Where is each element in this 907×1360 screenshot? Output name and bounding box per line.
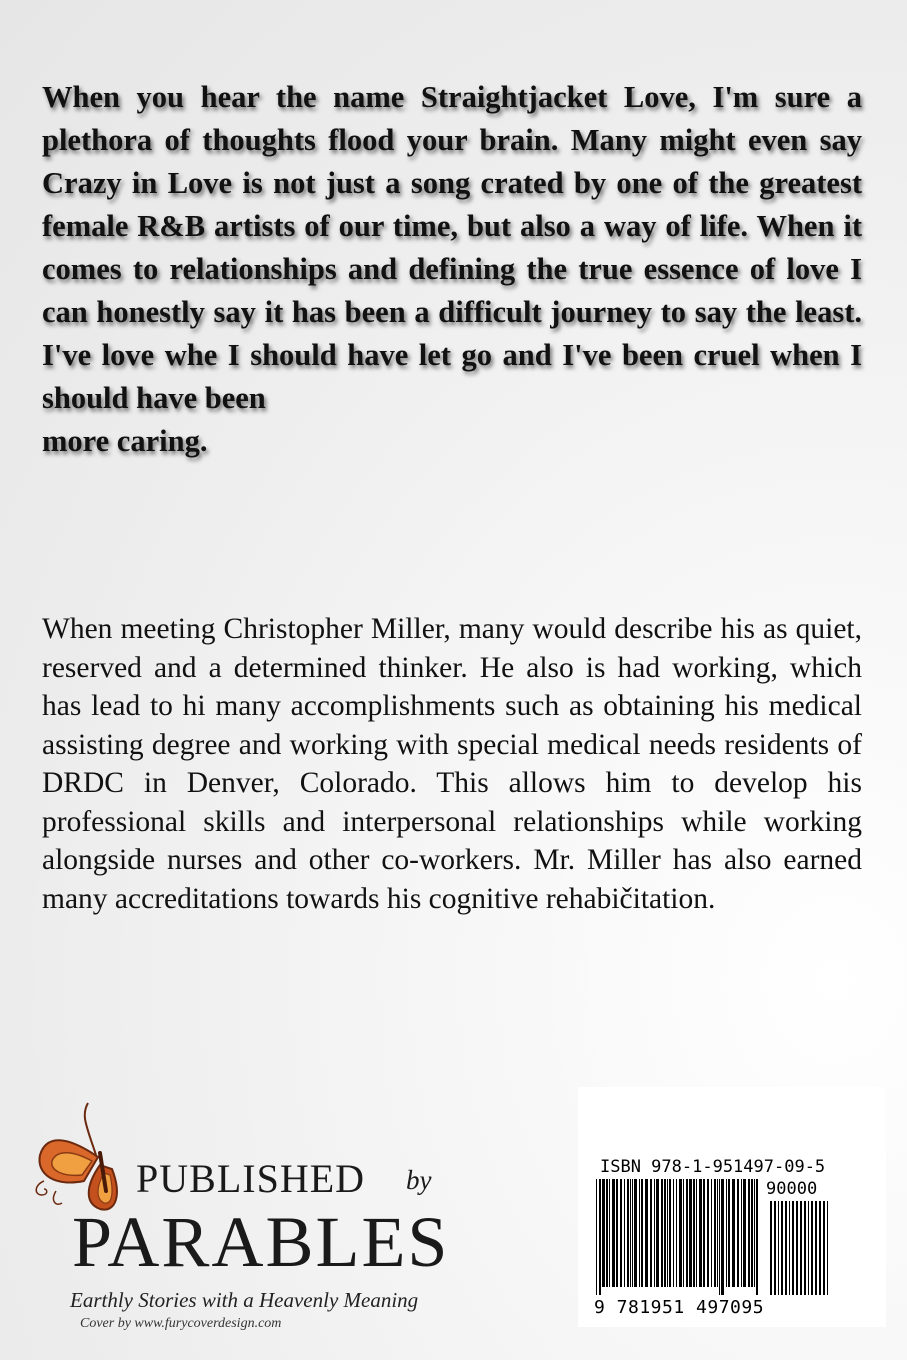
barcode-bar xyxy=(756,1179,758,1295)
barcode-bar xyxy=(721,1179,724,1295)
barcode-bar xyxy=(596,1179,597,1295)
barcode-bar xyxy=(732,1179,735,1287)
barcode-addon-bar xyxy=(823,1201,825,1295)
barcode-bar xyxy=(711,1179,712,1287)
barcode-addon-bar xyxy=(815,1201,817,1295)
barcode-addon-bar xyxy=(789,1201,790,1295)
barcode-bar xyxy=(696,1179,697,1287)
barcode-addon-bar xyxy=(804,1201,806,1295)
barcode-bar xyxy=(620,1179,622,1287)
barcode-addon-bar xyxy=(770,1201,772,1295)
barcode-addon-bar xyxy=(796,1201,798,1295)
back-cover-blurb xyxy=(42,76,862,463)
barcode-addon-bar xyxy=(800,1201,802,1295)
barcode-bar xyxy=(699,1179,702,1287)
barcode-bar xyxy=(707,1179,709,1287)
barcode-addon-bar xyxy=(819,1201,821,1295)
barcode-bar xyxy=(632,1179,633,1287)
barcode-bar xyxy=(630,1179,631,1287)
barcode-bar xyxy=(602,1179,605,1287)
barcode-bar xyxy=(741,1179,742,1287)
barcode-addon-bar xyxy=(811,1201,813,1295)
barcode-addon-bar xyxy=(781,1201,783,1295)
barcode-bar xyxy=(641,1179,643,1287)
cover-design-credit: Cover by www.furycoverdesign.com xyxy=(80,1316,282,1331)
barcode-addon-bar xyxy=(785,1201,787,1295)
barcode-bar xyxy=(654,1179,655,1287)
isbn-label: ISBN 978-1-951497-09-5 xyxy=(600,1157,826,1177)
barcode-bar xyxy=(714,1179,716,1287)
barcode-bar xyxy=(683,1179,684,1287)
barcode-bars xyxy=(594,1179,834,1297)
publisher-published-word: PUBLISHED xyxy=(136,1156,366,1201)
barcode-bar xyxy=(624,1179,625,1287)
barcode-addon-bar xyxy=(827,1201,828,1295)
barcode-bar xyxy=(609,1179,610,1287)
barcode-bar xyxy=(599,1179,601,1295)
barcode-bar xyxy=(686,1179,688,1287)
barcode-bar xyxy=(639,1179,640,1287)
barcode-bar xyxy=(616,1179,618,1287)
barcode-bar xyxy=(737,1179,739,1287)
isbn-barcode-panel xyxy=(578,1087,886,1327)
barcode-addon-bar xyxy=(792,1201,794,1295)
barcode-bar xyxy=(693,1179,695,1287)
blurb-paragraph: When you hear the name Straightjacket Love, I'm sure a plethora of thoughts flood your brain. Many might even say Crazy in Love is not just a song crated by one of the greatest female R&B artists of our time, but also a way of life. When it comes to relationships and defining the true essence of love I can honestly say it has been a difficult journey to say the least. I've love whe I should have let go and I've been cruel when I should have been xyxy=(42,80,862,415)
barcode-bar xyxy=(754,1179,755,1287)
barcode-bar xyxy=(728,1179,730,1287)
publisher-logo xyxy=(26,1095,476,1335)
barcode-bar xyxy=(726,1179,727,1287)
barcode-addon-bar xyxy=(808,1201,809,1295)
publisher-name: PARABLES xyxy=(72,1202,450,1282)
barcode-bar xyxy=(717,1179,718,1287)
barcode-bar xyxy=(627,1179,629,1287)
author-bio-paragraph: When meeting Christopher Miller, many would describe his as quiet, reserved and a determined thinker. He also is had working, which has lead to hi many accomplishments such as obtaining his medical assisting degree and working with special medical needs residents of DRDC in Denver, Colorado. This allows him to develop his professional skills and interpersonal relationships while working alongside nurses and other co-workers. Mr. Miller has also earned many accreditations towards his cognitive rehabičitation. xyxy=(42,613,862,915)
barcode-bar xyxy=(664,1179,666,1287)
blurb-last-line: more caring. xyxy=(42,424,208,458)
barcode-bar xyxy=(634,1179,637,1287)
barcode-bar xyxy=(669,1179,671,1287)
barcode-digits: 9 781951 497095 xyxy=(594,1297,765,1318)
barcode-bar xyxy=(743,1179,746,1287)
barcode-bar xyxy=(606,1179,608,1287)
barcode-bar xyxy=(656,1179,659,1287)
price-code: 90000 xyxy=(766,1179,818,1199)
barcode-bar xyxy=(650,1179,652,1287)
barcode-bar xyxy=(748,1179,750,1287)
barcode-bar xyxy=(703,1179,705,1287)
barcode-bar xyxy=(673,1179,674,1287)
barcode-bar xyxy=(661,1179,663,1287)
barcode-bar xyxy=(645,1179,648,1287)
barcode-bar xyxy=(676,1179,677,1287)
barcode-bar xyxy=(689,1179,692,1287)
barcode-bar xyxy=(679,1179,682,1287)
barcode-bar xyxy=(719,1179,720,1295)
barcode-addon-bar xyxy=(778,1201,779,1295)
publisher-by-word: by xyxy=(406,1165,432,1195)
publisher-tagline: Earthly Stories with a Heavenly Meaning xyxy=(70,1288,419,1312)
barcode-bar xyxy=(667,1179,668,1287)
barcode-addon-bar xyxy=(774,1201,776,1295)
barcode-bar xyxy=(612,1179,615,1287)
barcode-bar xyxy=(751,1179,753,1287)
author-bio xyxy=(42,610,862,918)
butterfly-icon xyxy=(26,1095,146,1215)
